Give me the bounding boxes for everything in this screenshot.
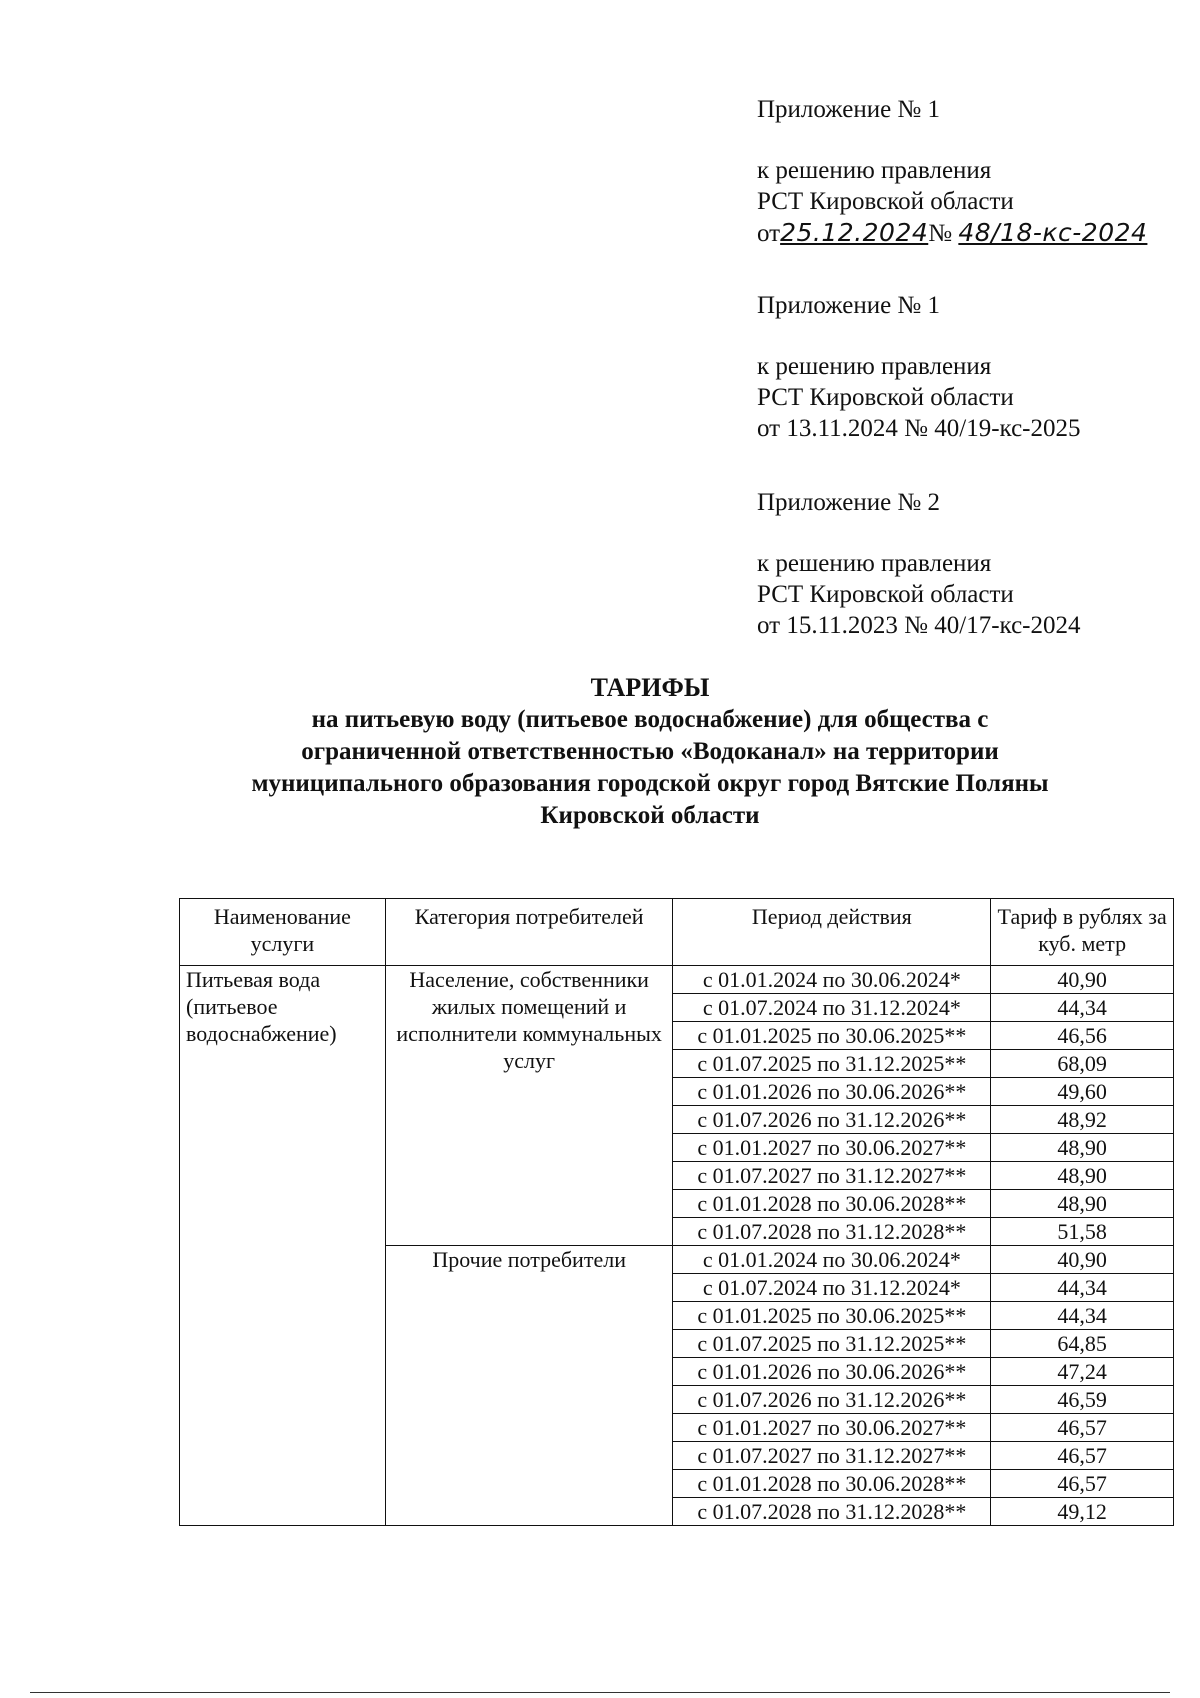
tariff-cell: 44,34	[991, 994, 1174, 1022]
tariff-cell: 46,59	[991, 1386, 1174, 1414]
page-bottom-divider	[30, 1692, 1170, 1693]
period-cell: с 01.07.2024 по 31.12.2024*	[673, 1274, 991, 1302]
category-cell: Население, собственники жилых помещений и исполнители коммунальных услуг	[385, 966, 673, 1246]
tariff-table	[179, 898, 1174, 1526]
handwritten-decision-number: 48/18-кс-2024	[958, 218, 1148, 247]
tariff-cell: 46,56	[991, 1022, 1174, 1050]
period-cell: с 01.01.2026 по 30.06.2026**	[673, 1078, 991, 1106]
annex-line: к решению правления	[757, 550, 992, 577]
period-cell: с 01.07.2028 по 31.12.2028**	[673, 1498, 991, 1526]
annex-number: Приложение № 1	[757, 96, 941, 123]
period-cell: с 01.01.2028 по 30.06.2028**	[673, 1190, 991, 1218]
period-cell: с 01.01.2028 по 30.06.2028**	[673, 1470, 991, 1498]
tariff-cell: 64,85	[991, 1330, 1174, 1358]
table-header-row	[180, 899, 1174, 966]
annex-line: РСТ Кировской области	[757, 384, 1014, 411]
period-cell: с 01.01.2025 по 30.06.2025**	[673, 1302, 991, 1330]
period-cell: с 01.01.2027 по 30.06.2027**	[673, 1414, 991, 1442]
title-line: Кировской области	[540, 802, 760, 829]
period-cell: с 01.07.2028 по 31.12.2028**	[673, 1218, 991, 1246]
tariff-cell: 46,57	[991, 1470, 1174, 1498]
annex-line: РСТ Кировской области	[757, 188, 1014, 215]
tariff-cell: 49,60	[991, 1078, 1174, 1106]
tariff-cell: 51,58	[991, 1218, 1174, 1246]
document-title	[150, 672, 1150, 832]
title-line: на питьевую воду (питьевое водоснабжение) для общества с	[311, 706, 989, 733]
annex-block-1	[757, 94, 1147, 249]
annex-decision-line: от 15.11.2023 № 40/17-кс-2024	[757, 612, 1081, 639]
tariff-cell: 40,90	[991, 1246, 1174, 1274]
tariff-cell: 47,24	[991, 1358, 1174, 1386]
annex-number: Приложение № 2	[757, 489, 941, 516]
period-cell: с 01.01.2025 по 30.06.2025**	[673, 1022, 991, 1050]
number-prefix: №	[928, 220, 953, 247]
tariff-cell: 48,90	[991, 1162, 1174, 1190]
tariff-cell: 48,90	[991, 1190, 1174, 1218]
annex-decision-line: от 13.11.2024 № 40/19-кс-2025	[757, 415, 1081, 442]
annex-line: РСТ Кировской области	[757, 581, 1014, 608]
title-line: муниципального образования городской округ город Вятские Поляны	[251, 770, 1049, 797]
period-cell: с 01.07.2026 по 31.12.2026**	[673, 1386, 991, 1414]
period-cell: с 01.07.2027 по 31.12.2027**	[673, 1162, 991, 1190]
annex-line: к решению правления	[757, 157, 992, 184]
header-period: Период действия	[673, 899, 991, 966]
header-tariff: Тариф в рублях за куб. метр	[991, 899, 1174, 966]
tariff-cell: 46,57	[991, 1442, 1174, 1470]
period-cell: с 01.01.2024 по 30.06.2024*	[673, 1246, 991, 1274]
tariff-cell: 49,12	[991, 1498, 1174, 1526]
annex-line: к решению правления	[757, 353, 992, 380]
date-prefix: от	[757, 220, 781, 247]
header-category: Категория потребителей	[385, 899, 673, 966]
period-cell: с 01.07.2025 по 31.12.2025**	[673, 1050, 991, 1078]
tariff-table-body	[180, 966, 1174, 1526]
handwritten-date: 25.12.2024	[780, 218, 929, 247]
header-service: Наименование услуги	[180, 899, 386, 966]
tariff-cell: 48,90	[991, 1134, 1174, 1162]
annex-block-3	[757, 487, 1081, 641]
category-cell: Прочие потребители	[385, 1246, 673, 1526]
period-cell: с 01.07.2027 по 31.12.2027**	[673, 1442, 991, 1470]
period-cell: с 01.01.2024 по 30.06.2024*	[673, 966, 991, 994]
period-cell: с 01.07.2024 по 31.12.2024*	[673, 994, 991, 1022]
tariff-cell: 48,92	[991, 1106, 1174, 1134]
table-row	[180, 966, 1174, 994]
period-cell: с 01.07.2025 по 31.12.2025**	[673, 1330, 991, 1358]
tariff-cell: 44,34	[991, 1274, 1174, 1302]
title-line: ограниченной ответственностью «Водоканал» на территории	[301, 738, 999, 765]
annex-number: Приложение № 1	[757, 292, 941, 319]
title-heading: ТАРИФЫ	[590, 673, 710, 702]
service-name-cell: Питьевая вода (питьевое водоснабжение)	[180, 966, 386, 1526]
period-cell: с 01.07.2026 по 31.12.2026**	[673, 1106, 991, 1134]
annex-block-2	[757, 290, 1081, 444]
tariff-cell: 44,34	[991, 1302, 1174, 1330]
tariff-cell: 68,09	[991, 1050, 1174, 1078]
annex-decision-line	[757, 217, 1147, 249]
tariff-cell: 46,57	[991, 1414, 1174, 1442]
period-cell: с 01.01.2027 по 30.06.2027**	[673, 1134, 991, 1162]
tariff-cell: 40,90	[991, 966, 1174, 994]
period-cell: с 01.01.2026 по 30.06.2026**	[673, 1358, 991, 1386]
